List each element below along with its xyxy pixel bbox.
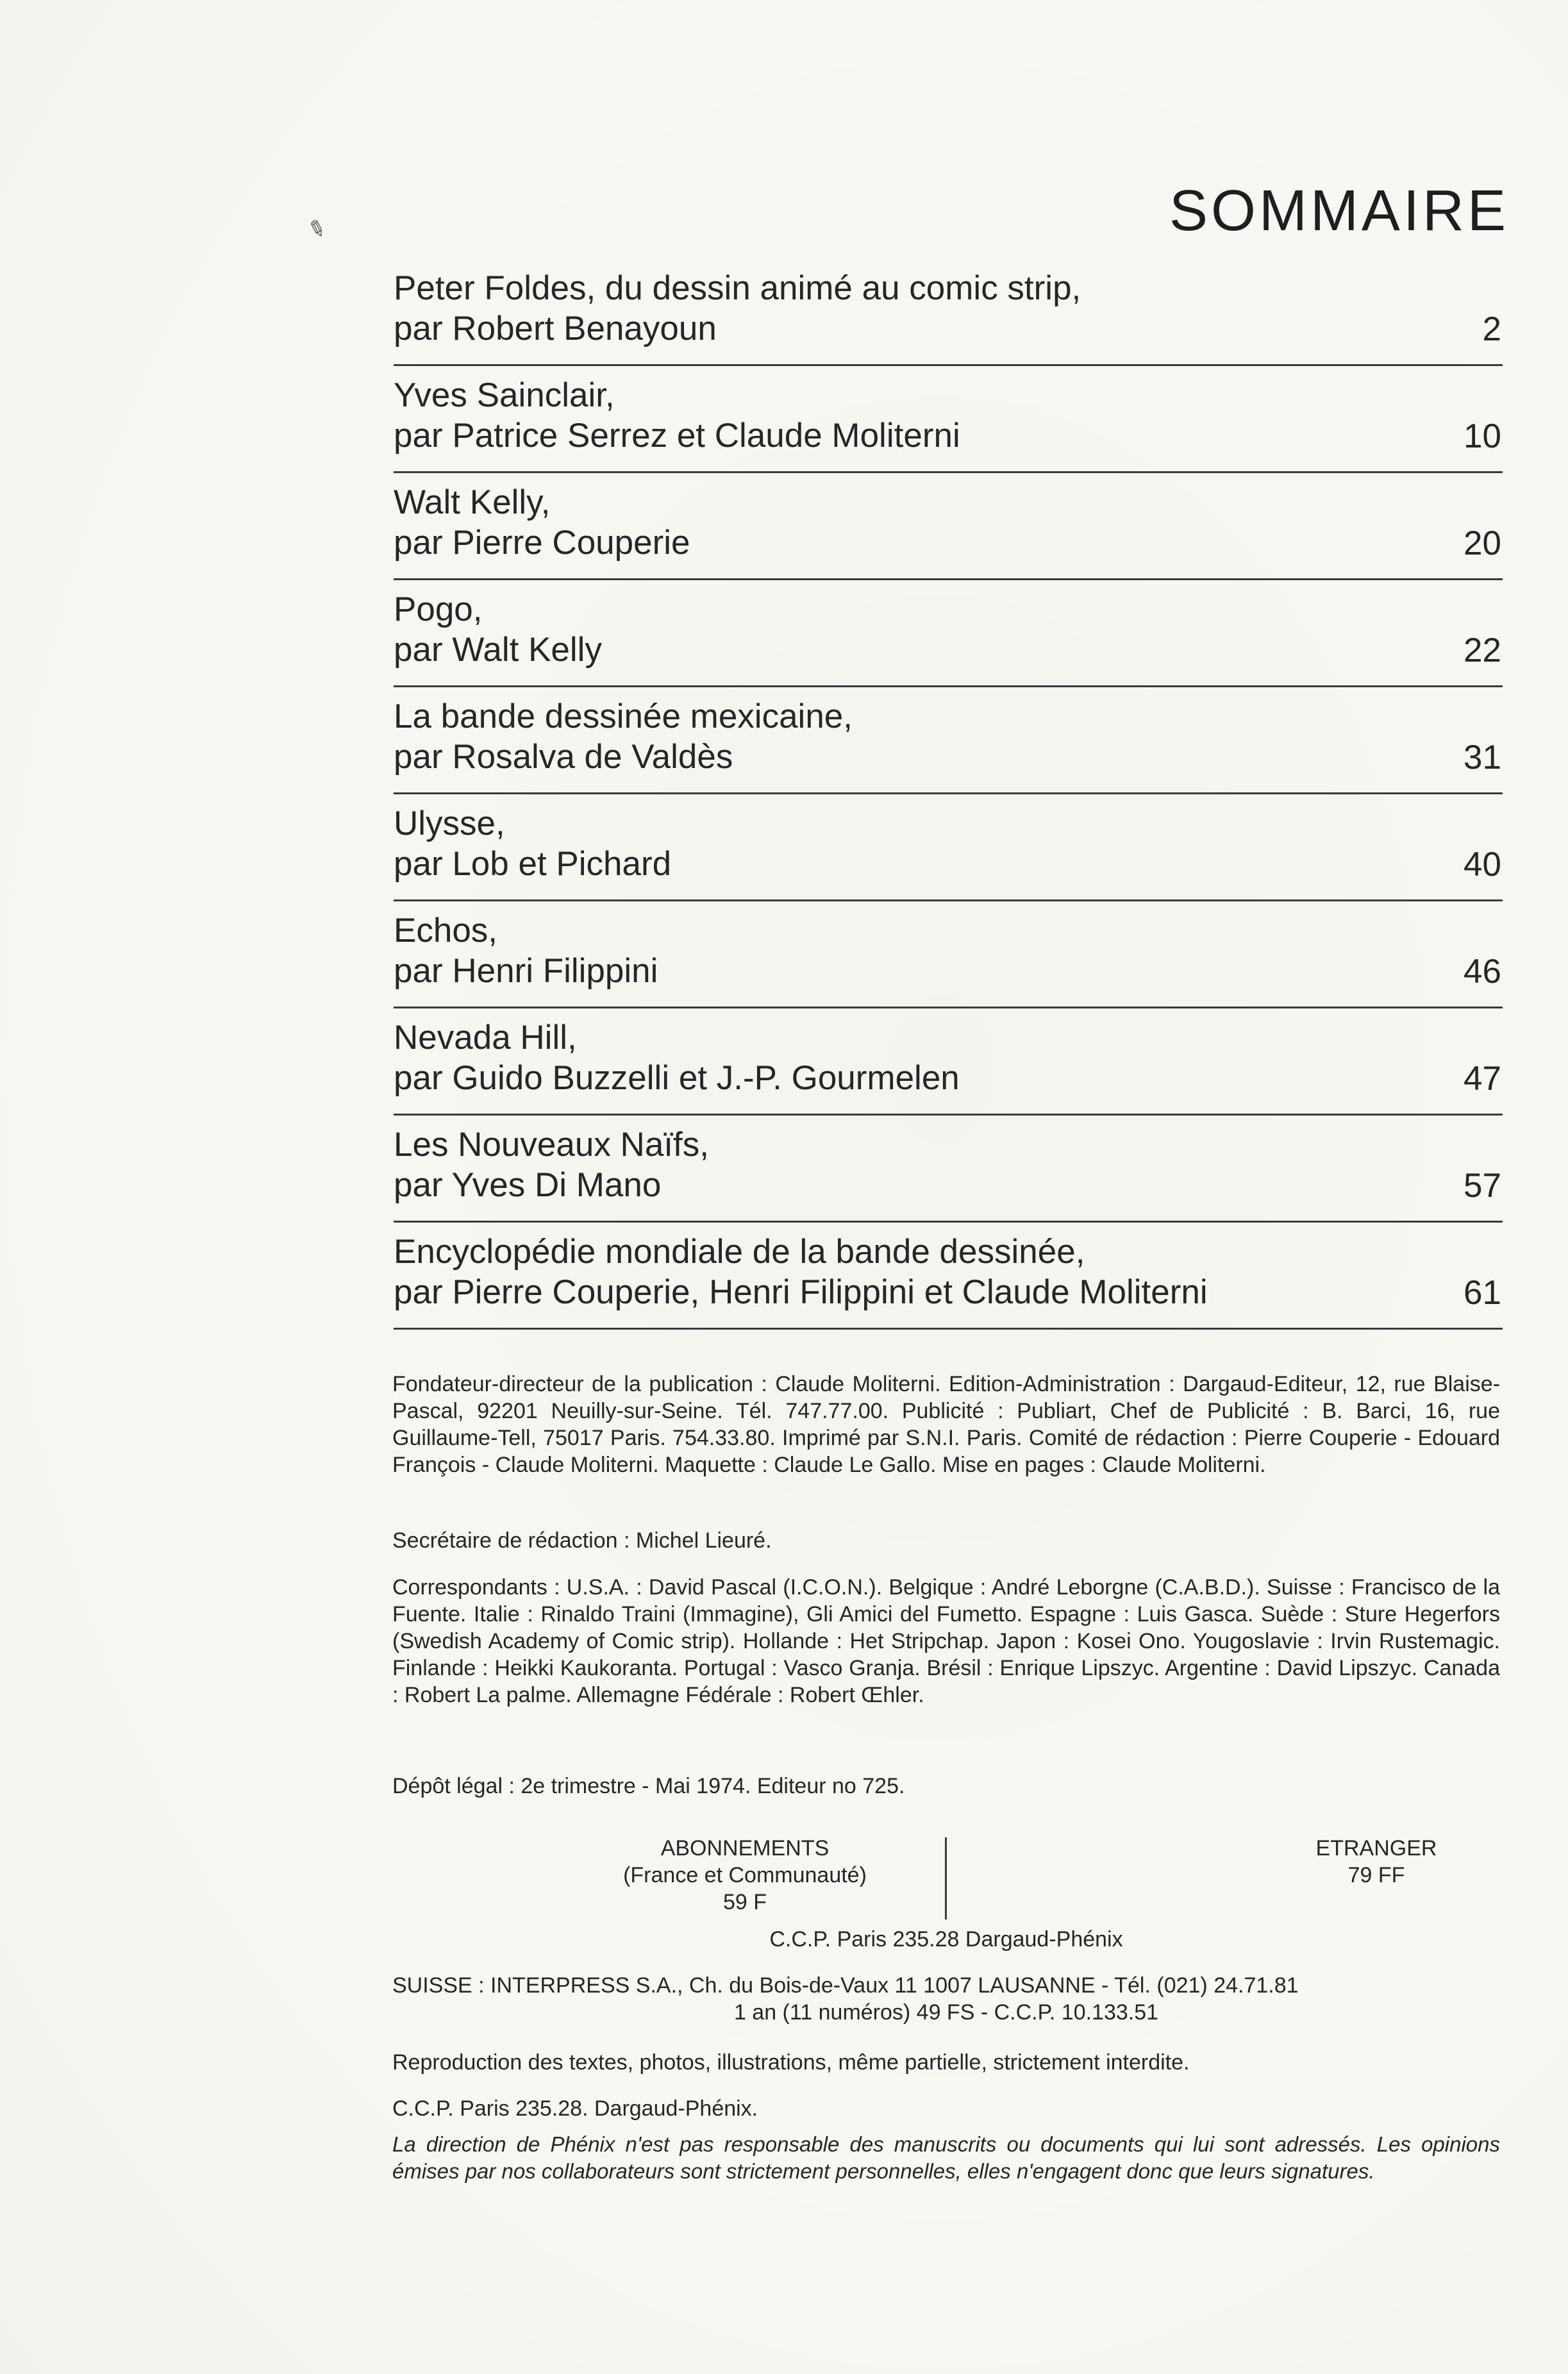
- correspondents-text: Correspondants : U.S.A. : David Pascal (I.C.O.N.). Belgique : André Leborgne (C.A.B.D.). Suisse : Francisco de la Fuente. Italie : Rinaldo Traini (Immagine), Gli Amici del Fumetto. Espagne : Luis Gasca. Suède : Sture Hegerfors (Swedish Academy of Comic strip). Hollande : Het Stripchap. Japon : Kosei Ono. Yougoslavie : Irvin Rustemagic. Finlande : Heikki Kaukoranta. Portugal : Vasco Granja. Brésil : Enrique Lipszyc. Argentine : David Lipszyc. Canada : Robert La palme. Allemagne Fédérale : Robert Œhler.: [392, 1575, 1500, 1707]
- toc-entry-title: Echos,: [394, 912, 498, 949]
- reproduction-notice: Reproduction des textes, photos, illustrations, même partielle, strictement interdite.: [392, 2050, 1190, 2075]
- toc-entry-page: 20: [1464, 524, 1501, 562]
- legal-deposit-text: Dépôt légal : 2e trimestre - Mai 1974. Editeur no 725.: [392, 1774, 905, 1798]
- toc-entry-author: par Walt Kelly: [394, 631, 602, 669]
- toc-entry-title: Nevada Hill,: [394, 1019, 577, 1057]
- toc-entry-page: 47: [1464, 1060, 1501, 1098]
- secretary-credit: [392, 1527, 1500, 1554]
- toc-entry[interactable]: [394, 687, 1503, 794]
- toc-entry[interactable]: [394, 1116, 1503, 1223]
- toc-entry-page: 31: [1464, 739, 1501, 776]
- subscriptions-france: [572, 1835, 918, 1916]
- publication-credits: [392, 1371, 1500, 1478]
- toc-entry-title: Walt Kelly,: [394, 483, 551, 521]
- legal-deposit: [392, 1773, 1500, 1800]
- secretary-credit-text: Secrétaire de rédaction : Michel Lieuré.: [392, 1528, 772, 1553]
- toc-entry-page: 22: [1464, 631, 1501, 669]
- toc-entry-title: Peter Foldes, du dessin animé au comic strip,: [394, 269, 1081, 307]
- page-title: SOMMAIRE: [1169, 179, 1509, 244]
- ccp-footer: C.C.P. Paris 235.28. Dargaud-Phénix.: [392, 2096, 758, 2121]
- toc-entry-author: par Pierre Couperie: [394, 524, 690, 562]
- toc-entry-author: par Patrice Serrez et Claude Moliterni: [394, 417, 960, 455]
- toc-entry[interactable]: [394, 1223, 1503, 1330]
- toc-entry-author: par Henri Filippini: [394, 952, 658, 990]
- toc-entry-author: par Robert Benayoun: [394, 310, 717, 347]
- toc-entry-title: La bande dessinée mexicaine,: [394, 698, 853, 735]
- toc-entry-page: 2: [1482, 310, 1501, 348]
- toc-entry-page: 61: [1464, 1274, 1501, 1312]
- toc-entry[interactable]: [394, 580, 1503, 687]
- toc-entry[interactable]: [394, 1008, 1503, 1116]
- toc-entry-author: par Lob et Pichard: [394, 845, 672, 883]
- toc-entry[interactable]: [394, 901, 1503, 1008]
- subscriptions-foreign-title: ETRANGER: [1315, 1836, 1437, 1860]
- suisse-distributor: [392, 1972, 1500, 2026]
- toc-entry[interactable]: [394, 259, 1503, 366]
- toc-entry-page: 57: [1464, 1167, 1501, 1205]
- toc-entry[interactable]: [394, 366, 1503, 473]
- table-of-contents: [394, 259, 1503, 1330]
- toc-entry-page: 40: [1464, 846, 1501, 883]
- suisse-subscription: 1 an (11 numéros) 49 FS - C.C.P. 10.133.51: [733, 2000, 1159, 2025]
- toc-entry[interactable]: [394, 473, 1503, 580]
- subscriptions-foreign-price: 79 FF: [1347, 1863, 1405, 1887]
- toc-entry-title: Ulysse,: [394, 805, 505, 842]
- subscriptions-france-title: ABONNEMENTS: [660, 1836, 830, 1860]
- subscriptions-france-price: 59 F: [722, 1890, 767, 1914]
- subscriptions-block: [392, 1835, 1500, 1925]
- toc-entry-author: par Pierre Couperie, Henri Filippini et Claude Moliterni: [394, 1273, 1208, 1311]
- toc-entry-author: par Yves Di Mano: [394, 1166, 662, 1204]
- publication-credits-text: Fondateur-directeur de la publication : Claude Moliterni. Edition-Administration : Dargaud-Editeur, 12, rue Blaise-Pascal, 92201 Neuilly-sur-Seine. Tél. 747.77.00. Publicité : Publiart, Chef de Publicité : B. Barci, 16, rue Guillaume-Tell, 75017 Paris. 754.33.80. Imprimé par S.N.I. Paris. Comité de rédaction : Pierre Couperie - Edouard François - Claude Moliterni. Maquette : Claude Le Gallo. Mise en pages : Claude Moliterni.: [392, 1372, 1500, 1477]
- subscriptions-france-subtitle: (France et Communauté): [623, 1863, 867, 1887]
- pencil-mark-icon: ✎: [304, 215, 329, 244]
- subscriptions-ccp: C.C.P. Paris 235.28 Dargaud-Phénix: [769, 1927, 1123, 1952]
- toc-entry-title: Encyclopédie mondiale de la bande dessinée,: [394, 1233, 1085, 1271]
- toc-entry-title: Pogo,: [394, 590, 483, 628]
- toc-entry-author: par Guido Buzzelli et J.-P. Gourmelen: [394, 1059, 960, 1097]
- subscriptions-foreign: [1296, 1835, 1456, 1889]
- column-divider: [945, 1837, 947, 1919]
- toc-entry-title: Les Nouveaux Naïfs,: [394, 1126, 709, 1164]
- toc-entry-page: 46: [1464, 953, 1501, 991]
- toc-entry-page: 10: [1464, 417, 1501, 455]
- correspondents: [392, 1574, 1500, 1709]
- suisse-address: SUISSE : INTERPRESS S.A., Ch. du Bois-de-Vaux 11 1007 LAUSANNE - Tél. (021) 24.71.81: [392, 1973, 1299, 1998]
- toc-entry-title: Yves Sainclair,: [394, 376, 615, 414]
- disclaimer: La direction de Phénix n'est pas responsable des manuscrits ou documents qui lui sont adressés. Les opinions émises par nos collaborateurs sont strictement personnelles, elles n'engagent donc que leurs signatures.: [392, 2132, 1500, 2183]
- toc-entry-author: par Rosalva de Valdès: [394, 738, 733, 776]
- toc-entry[interactable]: [394, 794, 1503, 901]
